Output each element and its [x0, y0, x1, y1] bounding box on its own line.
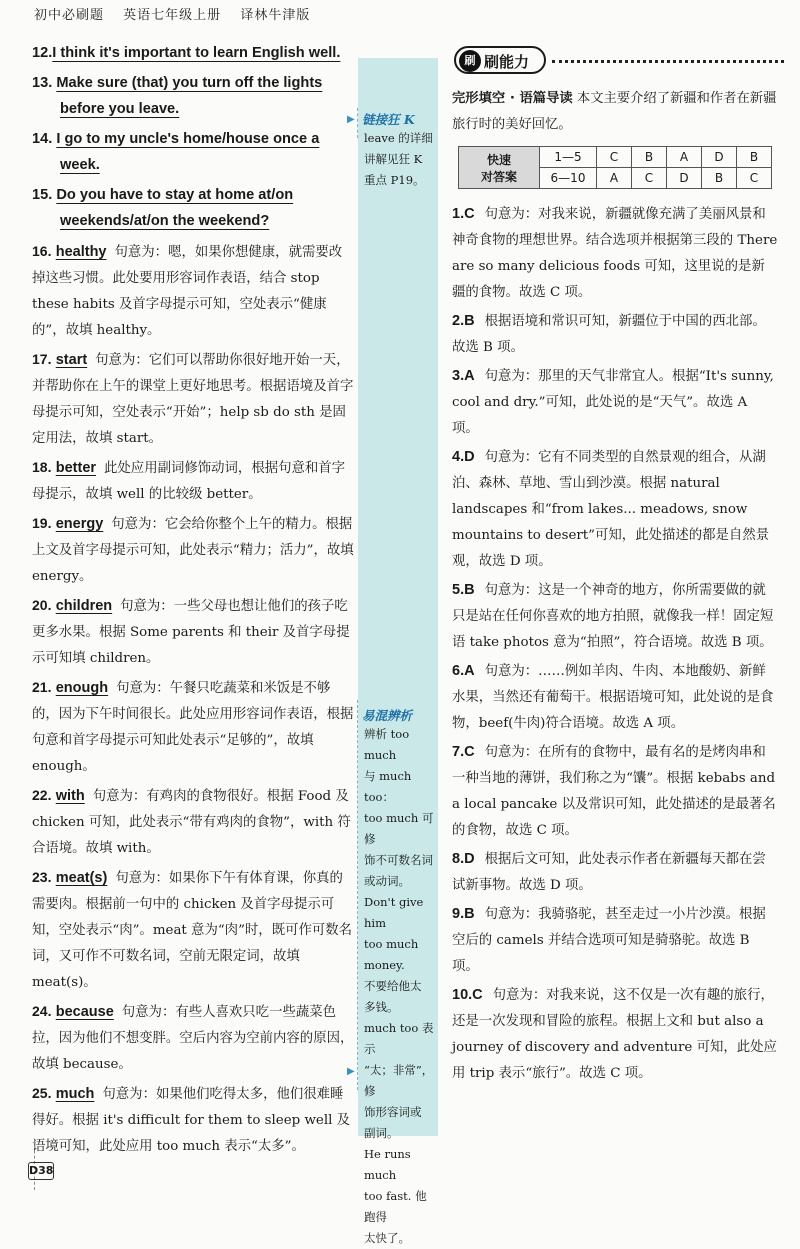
answer-cell: B — [737, 147, 772, 168]
item-number: 1. — [452, 206, 465, 222]
left-column — [32, 40, 354, 1162]
item-number: 2. — [452, 313, 465, 329]
note-line: leave 的详细 — [364, 131, 433, 145]
item-explanation: 句意为：有鸡肉的食物很好。根据 Food 及 chicken 可知，此处表示“带有鸡肉的食物”，with 符合语境。故填 with。 — [32, 789, 351, 856]
section-banner — [452, 40, 778, 84]
note-line: too fast. 他跑得 — [364, 1189, 427, 1224]
cloze-item — [452, 846, 778, 899]
item-answer: A — [464, 368, 475, 384]
intro-text: 本文主要介绍了新疆和作者在新疆旅行时的美好回忆。 — [452, 91, 777, 132]
item-answer: energy — [55, 516, 104, 532]
book-title: 初中必刷题 — [34, 8, 105, 23]
cloze-item — [452, 901, 778, 980]
item-explanation: 句意为：它会给你整个上午的精力。根据上文及首字母提示可知，此处表示“精力；活力”，故填 energy。 — [32, 517, 354, 584]
cloze-item — [452, 982, 778, 1087]
item-explanation: 句意为：在所有的食物中，最有名的是烤肉串和一种当地的薄饼，我们称之为“馕”。根据 kebabs and a local pancake 以及常识可知，此处描述的是最著名的食物，故选 C 项。 — [452, 745, 776, 838]
fill-item — [32, 454, 354, 508]
right-column — [452, 40, 778, 1089]
sentence-answer: Make sure (that) you turn off the lights — [56, 75, 323, 91]
fill-item — [32, 674, 354, 780]
note-body — [358, 724, 438, 1249]
note-line: 不要给他太 — [364, 979, 422, 993]
item-number: 12. — [32, 45, 53, 61]
intro-label: 完形填空 · 语篇导读 — [452, 91, 573, 106]
item-explanation: 句意为：对我来说，这不仅是一次有趣的旅行，还是一次发现和冒险的旅程。根据上文和 but also a journey of discovery and adventure 可知，此处应用 trip 表示“旅行”。故选 C 项。 — [452, 988, 777, 1081]
note-line: too much money. — [364, 937, 419, 972]
item-number: 22. — [32, 787, 52, 803]
fill-item — [32, 238, 354, 344]
passage-intro — [452, 86, 778, 138]
fill-item — [32, 592, 354, 672]
item-explanation: 句意为：那里的天气非常宜人。根据“It's sunny, cool and dry.”可知，此处说的是“天气”。故选 A 项。 — [452, 369, 774, 436]
item-number: 3. — [452, 368, 465, 384]
book-subject: 英语七年级上册 — [123, 8, 222, 23]
item-number: 7. — [452, 744, 465, 760]
fill-item — [32, 1080, 354, 1160]
fill-item — [32, 782, 354, 862]
pointer-icon: ▶ — [347, 1066, 355, 1077]
answer-cell: C — [737, 168, 772, 189]
cloze-item — [452, 363, 778, 442]
answer-cell: B — [632, 147, 667, 168]
answer-cell: C — [632, 168, 667, 189]
item-explanation: 句意为：一些父母也想让他们的孩子吃更多水果。根据 Some parents 和 their 及首字母提示可知填 children。 — [32, 599, 350, 666]
item-explanation: 句意为：这是一个神奇的地方，你所需要做的就只是站在任何你喜欢的地方拍照，就像我一样！固定短语 take photos 意为“拍照”，符合语境。故选 B 项。 — [452, 583, 774, 650]
item-answer: enough — [55, 680, 109, 696]
item-explanation: 句意为：它们可以帮助你很好地开始一天，并帮助你在上午的课堂上更好地思考。根据语境及首字母提示可知，空处表示“开始”；help sb do sth 是固定用法，故填 start。 — [32, 353, 354, 446]
item-number: 8. — [452, 851, 465, 867]
item-explanation: 根据语境和常识可知，新疆位于中国的西北部。故选 B 项。 — [452, 314, 766, 355]
cloze-item — [452, 577, 778, 656]
sidebar-notes — [358, 58, 438, 1245]
note-line: 多钱。 — [364, 1000, 399, 1014]
item-explanation: 句意为：它有不同类型的自然景观的组合，从湖泊、森林、草地、雪山到沙漠。根据 natural landscapes 和“from lakes... meadows, snow mountains to desert”可知，此处描述的都是自然景观，故选 D 项。 — [452, 450, 770, 569]
item-number: 6. — [452, 663, 465, 679]
note-line: 辨析 too much — [364, 727, 410, 762]
section-title: 刷能力 — [484, 53, 530, 71]
item-number: 16. — [32, 243, 52, 259]
sentence-item — [32, 70, 354, 122]
item-answer: children — [55, 598, 113, 614]
sentence-answer: Do you have to stay at home at/on — [56, 187, 294, 203]
sentence-answer-cont: week. — [60, 157, 100, 173]
dotted-divider — [552, 60, 784, 63]
item-explanation: 句意为：如果你下午有体育课，你真的需要肉。根据前一句中的 chicken 及首字母提示可知，空处表示“肉”。meat 意为“肉”时，既可作可数名词，又可作不可数名词，空前无限定词，故填 meat(s)。 — [32, 871, 353, 990]
item-explanation: 句意为：午餐只吃蔬菜和米饭是不够的，因为下午时间很长。此处应用形容词作表语，根据句意和首字母提示可知此处表示“足够的”，故填 enough。 — [32, 681, 354, 774]
item-number: 20. — [32, 597, 52, 613]
sentence-answer-cont: weekends/at/on the weekend? — [60, 213, 270, 229]
item-number: 5. — [452, 582, 465, 598]
item-number: 21. — [32, 679, 52, 695]
pointer-icon: ▶ — [347, 114, 355, 125]
answer-cell: A — [597, 168, 632, 189]
note-body — [358, 128, 438, 191]
sentence-item — [32, 182, 354, 234]
item-number: 17. — [32, 351, 52, 367]
book-edition: 译林牛津版 — [240, 8, 311, 23]
item-explanation: 句意为：嗯，如果你想健康，就需要改掉这些习惯。此处要用形容词作表语，结合 stop these habits 及首字母提示可知，空处表示“健康的”，故填 healthy。 — [32, 245, 343, 338]
item-number: 4. — [452, 449, 465, 465]
note-line: too much 可修 — [364, 811, 434, 846]
page-number: D38 — [28, 1162, 54, 1180]
item-explanation: 句意为：……例如羊肉、牛肉、本地酸奶、新鲜水果，当然还有葡萄干。根据语境可知，此处说的是食物，beef(牛肉)符合语境。故选 A 项。 — [452, 664, 774, 731]
answer-cell: D — [667, 168, 702, 189]
item-answer: healthy — [55, 244, 107, 260]
note-line: 或动词。 — [364, 874, 410, 888]
note-title: 易混辨析 — [362, 708, 413, 723]
item-number: 15. — [32, 187, 53, 203]
item-explanation: 此处应用副词修饰动词，根据句意和首字母提示，故填 well 的比较级 better。 — [32, 461, 346, 502]
cloze-item — [452, 201, 778, 306]
item-number: 23. — [32, 869, 52, 885]
note-line: Don't give him — [364, 895, 424, 930]
item-answer: A — [464, 663, 475, 679]
item-answer: B — [464, 906, 475, 922]
item-answer: D — [464, 449, 475, 465]
sentence-answer: I think it's important to learn English well. — [52, 45, 341, 61]
fill-item — [32, 864, 354, 996]
sentence-item — [32, 126, 354, 178]
fill-item — [32, 510, 354, 590]
item-explanation: 句意为：对我来说，新疆就像充满了美丽风景和神奇食物的理想世界。结合选项并根据第三段的 There are so many delicious foods 可知，这里说的是新疆的食物。故选 C 项。 — [452, 207, 778, 300]
page-header — [34, 4, 324, 23]
note-link-box — [358, 110, 438, 191]
cloze-item — [452, 658, 778, 737]
sentence-answer: I go to my uncle's home/house once a — [56, 131, 320, 147]
note-line: 饰形容词或 — [364, 1105, 422, 1119]
item-number: 24. — [32, 1003, 52, 1019]
item-number: 18. — [32, 459, 52, 475]
item-number: 9. — [452, 906, 465, 922]
item-number: 25. — [32, 1085, 52, 1101]
item-answer: B — [464, 582, 475, 598]
note-compare-box — [358, 706, 438, 1249]
item-answer: with — [55, 788, 85, 804]
item-answer: C — [464, 206, 475, 222]
item-explanation: 根据后文可知，此处表示作者在新疆每天都在尝试新事物。故选 D 项。 — [452, 852, 766, 893]
note-line: 饰不可数名词 — [364, 853, 433, 867]
sentence-item — [32, 40, 354, 66]
answer-range: 6—10 — [540, 168, 597, 189]
answer-key-label: 快速 对答案 — [459, 147, 540, 189]
section-badge — [454, 46, 546, 74]
note-line: 副词。 — [364, 1126, 399, 1140]
note-line: 讲解见狂 K — [364, 152, 423, 166]
item-number: 14. — [32, 131, 53, 147]
answer-key-table — [458, 146, 772, 189]
connector-line — [357, 700, 358, 1090]
cloze-item — [452, 444, 778, 575]
answer-cell: B — [702, 168, 737, 189]
answer-cell: C — [597, 147, 632, 168]
item-answer: better — [55, 460, 97, 476]
item-answer: C — [472, 987, 483, 1003]
item-number: 13. — [32, 75, 53, 91]
item-answer: C — [464, 744, 475, 760]
note-line: much too 表示 — [364, 1021, 434, 1056]
cloze-item — [452, 739, 778, 844]
fill-item — [32, 998, 354, 1078]
item-explanation: 句意为：有些人喜欢只吃一些蔬菜色拉，因为他们不想变胖。空后内容为空前内容的原因，故填 because。 — [32, 1005, 354, 1072]
note-line: 与 much too： — [364, 769, 412, 804]
item-answer: much — [55, 1086, 95, 1102]
note-line: He runs much — [364, 1147, 411, 1182]
answer-cell: D — [702, 147, 737, 168]
item-answer: B — [464, 313, 475, 329]
fill-item — [32, 346, 354, 452]
sentence-answer-cont: before you leave. — [60, 101, 180, 117]
cloze-item — [452, 308, 778, 361]
note-title: 链接狂 K — [362, 112, 415, 127]
item-explanation: 句意为：我骑骆驼，甚至走过一小片沙漠。根据空后的 camels 并结合选项可知是骑骆驼。故选 B 项。 — [452, 907, 766, 974]
item-number: 19. — [32, 515, 52, 531]
brush-icon: 刷 — [459, 50, 481, 72]
answer-cell: A — [667, 147, 702, 168]
item-answer: D — [464, 851, 475, 867]
connector-line — [357, 108, 358, 138]
note-line: “太；非常”，修 — [364, 1063, 434, 1098]
answer-range: 1—5 — [540, 147, 597, 168]
item-answer: because — [55, 1004, 114, 1020]
item-answer: start — [55, 352, 88, 368]
item-explanation: 句意为：如果他们吃得太多，他们很难睡得好。根据 it's difficult for them to sleep well 及语境可知，此处应用 too much 表示“太多”。 — [32, 1087, 351, 1154]
note-line: 重点 P19。 — [364, 173, 425, 187]
item-number: 10. — [452, 987, 473, 1003]
note-line: 太快了。 — [364, 1231, 410, 1245]
item-answer: meat(s) — [55, 870, 108, 886]
